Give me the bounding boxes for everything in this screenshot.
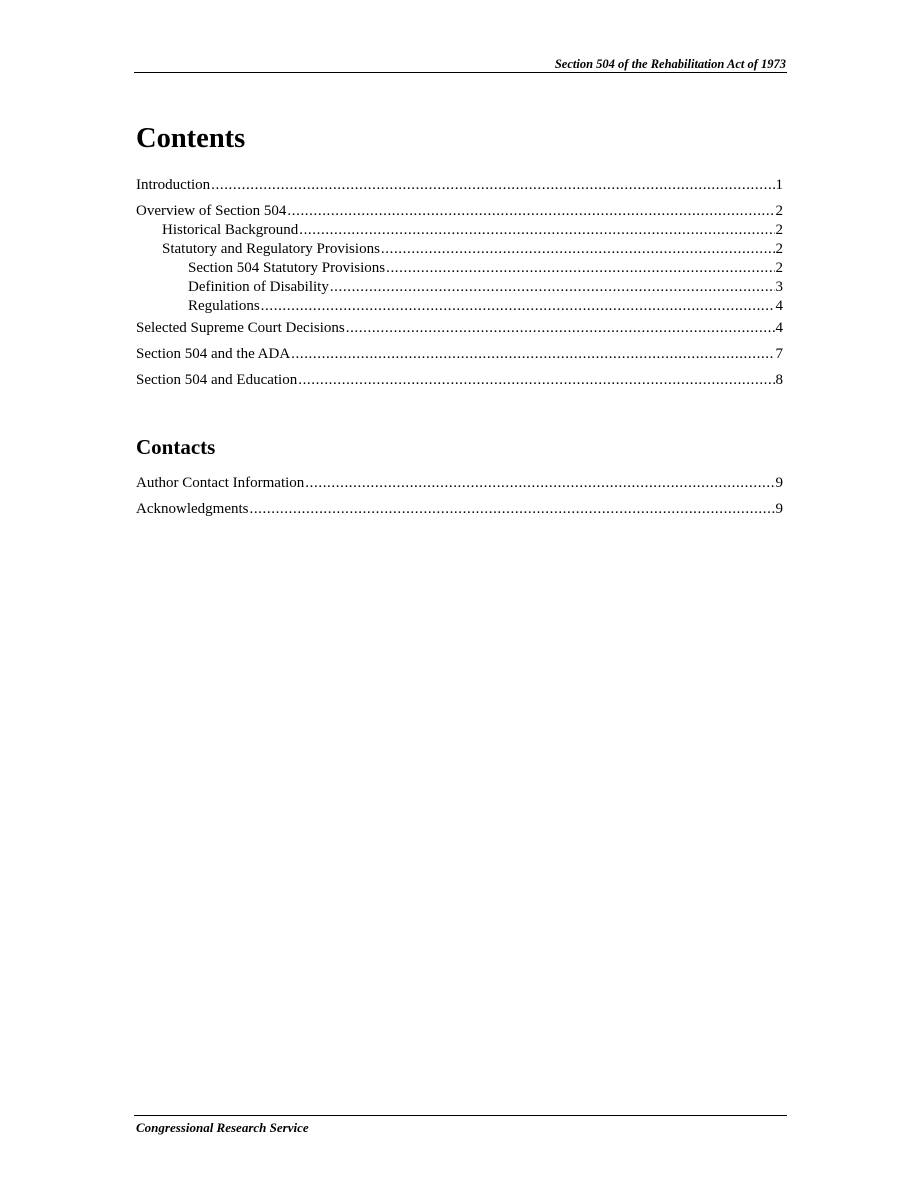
toc-entry-title: Overview of Section 504 [136,203,287,219]
dot-leader [330,278,775,297]
dot-leader [386,259,774,278]
toc-entry-title: Section 504 Statutory Provisions [188,260,386,276]
toc-entry-title: Definition of Disability [188,279,329,295]
running-header: Section 504 of the Rehabilitation Act of 1973 [554,57,786,71]
toc-entry-ada[interactable] [136,345,783,364]
toc-entry-title: Author Contact Information [136,475,305,491]
toc-entry-page: 3 [775,279,783,295]
contents-heading: Contents [136,123,246,154]
toc-entry-page: 9 [775,501,783,517]
dot-leader [305,474,774,493]
footer-rule [134,1115,787,1116]
dot-leader [287,202,774,221]
toc-entry-author-contact[interactable] [136,474,783,493]
toc-entry-page: 1 [775,177,783,193]
dot-leader [249,500,774,519]
toc-entry-page: 4 [775,298,783,314]
toc-entry-supreme-court[interactable] [136,319,783,338]
toc-entry-title: Section 504 and Education [136,372,298,388]
toc-entry-title: Historical Background [162,222,299,238]
dot-leader [261,297,775,316]
toc-entry-page: 2 [775,241,783,257]
toc-entry-page: 2 [775,222,783,238]
toc-entry-introduction[interactable] [136,176,783,195]
toc-entry-historical-background[interactable] [136,221,783,240]
dot-leader [299,221,774,240]
contents-list [136,176,783,397]
toc-entry-definition-disability[interactable] [136,278,783,297]
toc-entry-education[interactable] [136,371,783,390]
toc-entry-title: Selected Supreme Court Decisions [136,320,345,336]
dot-leader [381,240,775,259]
toc-entry-title: Acknowledgments [136,501,249,517]
contacts-heading: Contacts [136,435,216,459]
toc-entry-acknowledgments[interactable] [136,500,783,519]
toc-entry-page: 4 [775,320,783,336]
header-rule [134,72,787,73]
toc-entry-regulations[interactable] [136,297,783,316]
toc-entry-title: Statutory and Regulatory Provisions [162,241,380,257]
toc-entry-statutory-provisions[interactable] [136,259,783,278]
toc-entry-page: 2 [775,203,783,219]
toc-entry-title: Section 504 and the ADA [136,346,291,362]
running-footer: Congressional Research Service [136,1120,309,1135]
toc-entry-page: 2 [775,260,783,276]
dot-leader [211,176,774,195]
toc-entry-page: 9 [775,475,783,491]
toc-entry-overview[interactable] [136,202,783,221]
toc-entry-statutory-regulatory[interactable] [136,240,783,259]
dot-leader [298,371,774,390]
toc-entry-page: 7 [775,346,783,362]
dot-leader [291,345,774,364]
toc-entry-title: Regulations [188,298,260,314]
dot-leader [346,319,775,338]
toc-entry-page: 8 [775,372,783,388]
toc-entry-title: Introduction [136,177,211,193]
contacts-list [136,474,783,526]
